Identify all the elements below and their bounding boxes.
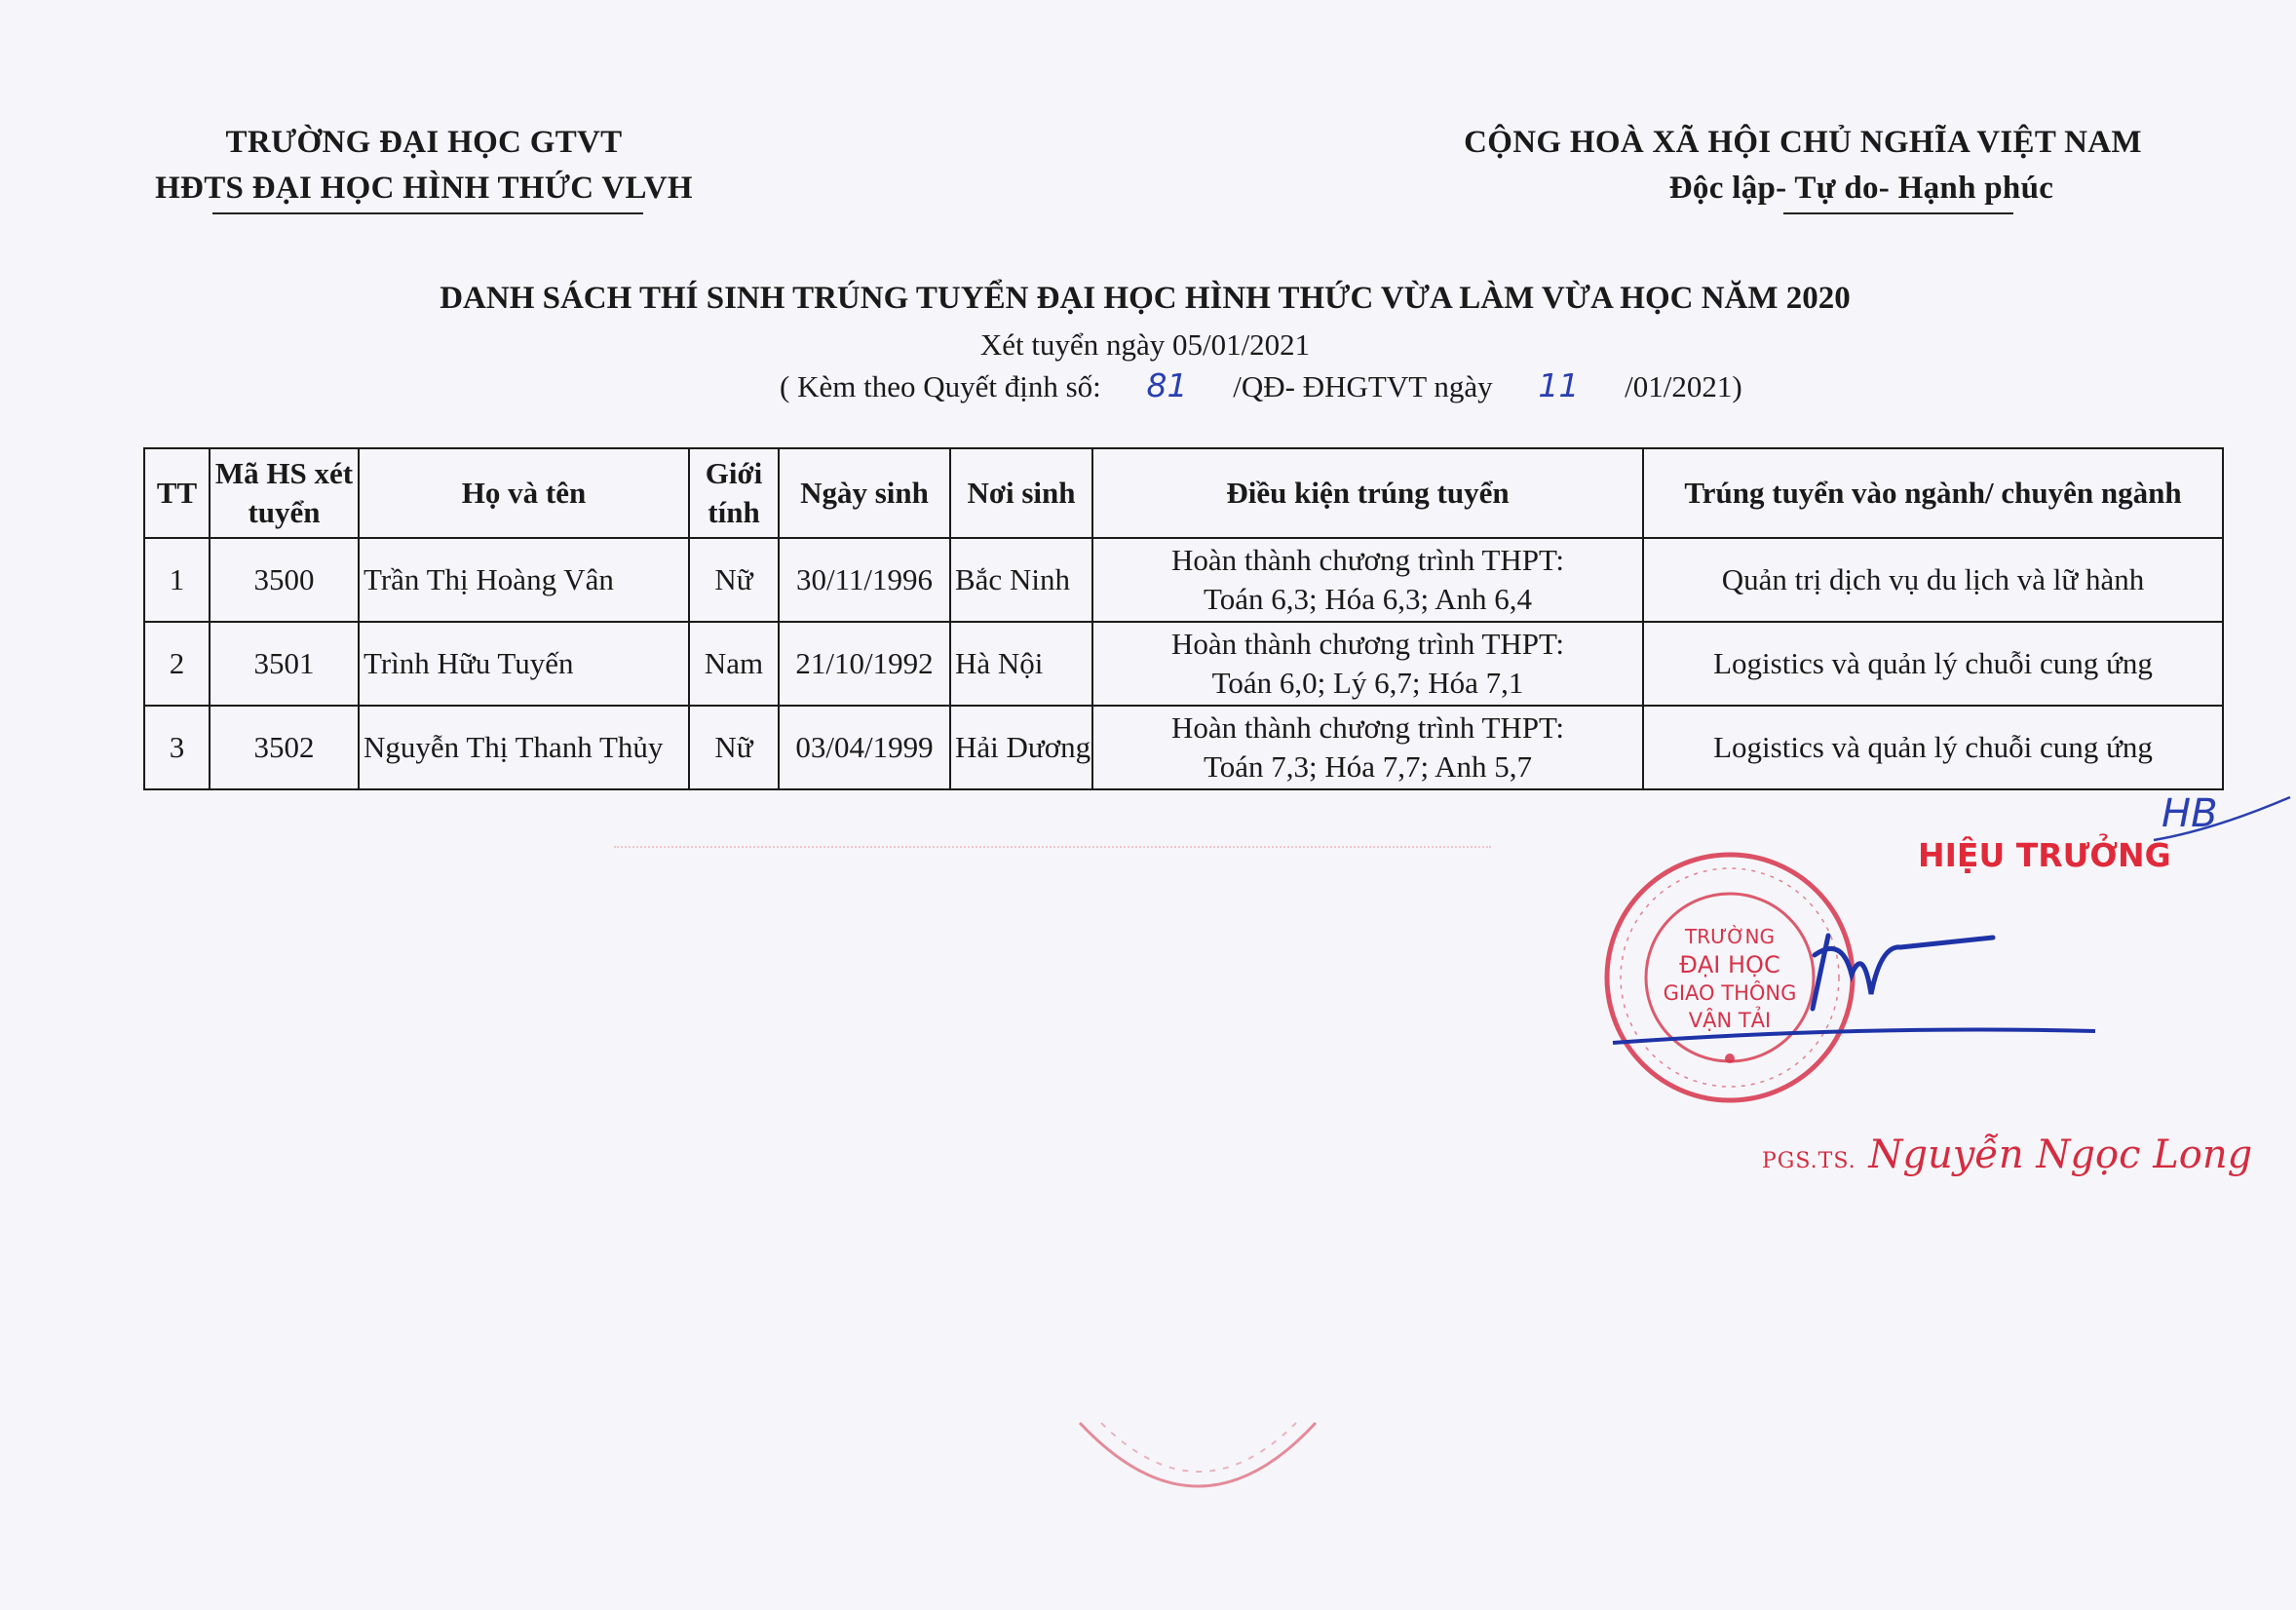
cell-tt: 1	[144, 538, 210, 622]
admission-table	[143, 447, 2224, 790]
document-subtitle: Xét tuyển ngày 05/01/2021	[979, 327, 1311, 362]
table-row	[144, 706, 2223, 789]
col-header-ho-ten: Họ và tên	[359, 448, 689, 538]
cell-noi-sinh: Hà Nội	[950, 622, 1092, 706]
cell-ma-hs: 3501	[210, 622, 359, 706]
header-right-underline	[1783, 212, 2013, 214]
cell-nganh: Logistics và quản lý chuỗi cung ứng	[1643, 622, 2223, 706]
decision-day: 11	[1538, 366, 1580, 404]
seal-text-2: ĐẠI HỌC	[1679, 951, 1780, 978]
header-right-line1: CỘNG HOÀ XÃ HỘI CHỦ NGHĨA VIỆT NAM	[1464, 125, 2142, 160]
decision-suffix: /01/2021)	[1625, 369, 1742, 403]
col-header-ma-hs: Mã HS xét tuyển	[210, 448, 359, 538]
header-left-line1: TRƯỜNG ĐẠI HỌC GTVT	[225, 125, 623, 160]
cell-nganh: Logistics và quản lý chuỗi cung ứng	[1643, 706, 2223, 789]
decision-number: 81	[1146, 366, 1188, 404]
cell-noi-sinh: Hải Dương	[950, 706, 1092, 789]
cell-ho-ten: Trần Thị Hoàng Vân	[359, 538, 689, 622]
cell-ngay-sinh: 30/11/1996	[779, 538, 950, 622]
col-header-ngay-sinh: Ngày sinh	[779, 448, 950, 538]
cell-dieu-kien-line1: Hoàn thành chương trình THPT:	[1170, 709, 1565, 745]
cell-noi-sinh: Bắc Ninh	[950, 538, 1092, 622]
col-header-gioi-tinh: Giới tính	[689, 448, 779, 538]
cell-ho-ten: Trình Hữu Tuyến	[359, 622, 689, 706]
seal-text-4: VẬN TẢI	[1688, 1009, 1772, 1032]
decision-line	[780, 366, 1832, 404]
col-header-noi-sinh: Nơi sinh	[950, 448, 1092, 538]
signature-title: HIỆU TRƯỞNG	[1918, 836, 2171, 874]
cell-dieu-kien-line2: Toán 6,0; Lý 6,7; Hóa 7,1	[1211, 666, 1524, 700]
signer-name: Nguyễn Ngọc Long	[1868, 1132, 2253, 1177]
bleed-through-seal	[1072, 1403, 1325, 1530]
table-header-row	[144, 448, 2223, 538]
decision-prefix: ( Kèm theo Quyết định số:	[780, 369, 1101, 403]
cell-gioi-tinh: Nữ	[689, 538, 779, 622]
cell-ngay-sinh: 03/04/1999	[779, 706, 950, 789]
cell-dieu-kien-line2: Toán 7,3; Hóa 7,7; Anh 5,7	[1203, 749, 1533, 784]
cell-dieu-kien-line1: Hoàn thành chương trình THPT:	[1170, 542, 1565, 577]
cell-tt: 2	[144, 622, 210, 706]
seal-text-3: GIAO THÔNG	[1663, 981, 1797, 1005]
bleed-through-marks	[614, 846, 1491, 863]
header-left-underline	[212, 212, 643, 214]
signature-scribble	[1608, 916, 2115, 1053]
cell-ngay-sinh: 21/10/1992	[779, 622, 950, 706]
cell-dieu-kien	[1092, 706, 1643, 789]
cell-nganh: Quản trị dịch vụ du lịch và lữ hành	[1643, 538, 2223, 622]
document-title: DANH SÁCH THÍ SINH TRÚNG TUYỂN ĐẠI HỌC HÌNH THỨC VỪA LÀM VỪA HỌC NĂM 2020	[440, 281, 1851, 316]
col-header-tt: TT	[144, 448, 210, 538]
header-right-line2: Độc lập- Tự do- Hạnh phúc	[1668, 171, 2054, 206]
signer-name-line	[1762, 1132, 2252, 1177]
table-row	[144, 622, 2223, 706]
cell-dieu-kien-line1: Hoàn thành chương trình THPT:	[1170, 626, 1565, 661]
initials-stroke	[2144, 780, 2296, 858]
cell-dieu-kien	[1092, 622, 1643, 706]
cell-dieu-kien	[1092, 538, 1643, 622]
col-header-nganh: Trúng tuyển vào ngành/ chuyên ngành	[1643, 448, 2223, 538]
cell-gioi-tinh: Nam	[689, 622, 779, 706]
initials-text: HB	[2162, 791, 2218, 836]
col-header-dieu-kien: Điều kiện trúng tuyển	[1092, 448, 1643, 538]
decision-middle: /QĐ- ĐHGTVT ngày	[1233, 369, 1493, 403]
signer-prefix: PGS.TS.	[1762, 1149, 1856, 1173]
cell-ho-ten: Nguyễn Thị Thanh Thủy	[359, 706, 689, 789]
seal-text-1: TRƯỜNG	[1685, 925, 1775, 948]
table-row	[144, 538, 2223, 622]
cell-dieu-kien-line2: Toán 6,3; Hóa 6,3; Anh 6,4	[1203, 582, 1533, 616]
cell-ma-hs: 3502	[210, 706, 359, 789]
cell-ma-hs: 3500	[210, 538, 359, 622]
cell-gioi-tinh: Nữ	[689, 706, 779, 789]
cell-tt: 3	[144, 706, 210, 789]
header-left-line2: HĐTS ĐẠI HỌC HÌNH THỨC VLVH	[155, 171, 693, 206]
